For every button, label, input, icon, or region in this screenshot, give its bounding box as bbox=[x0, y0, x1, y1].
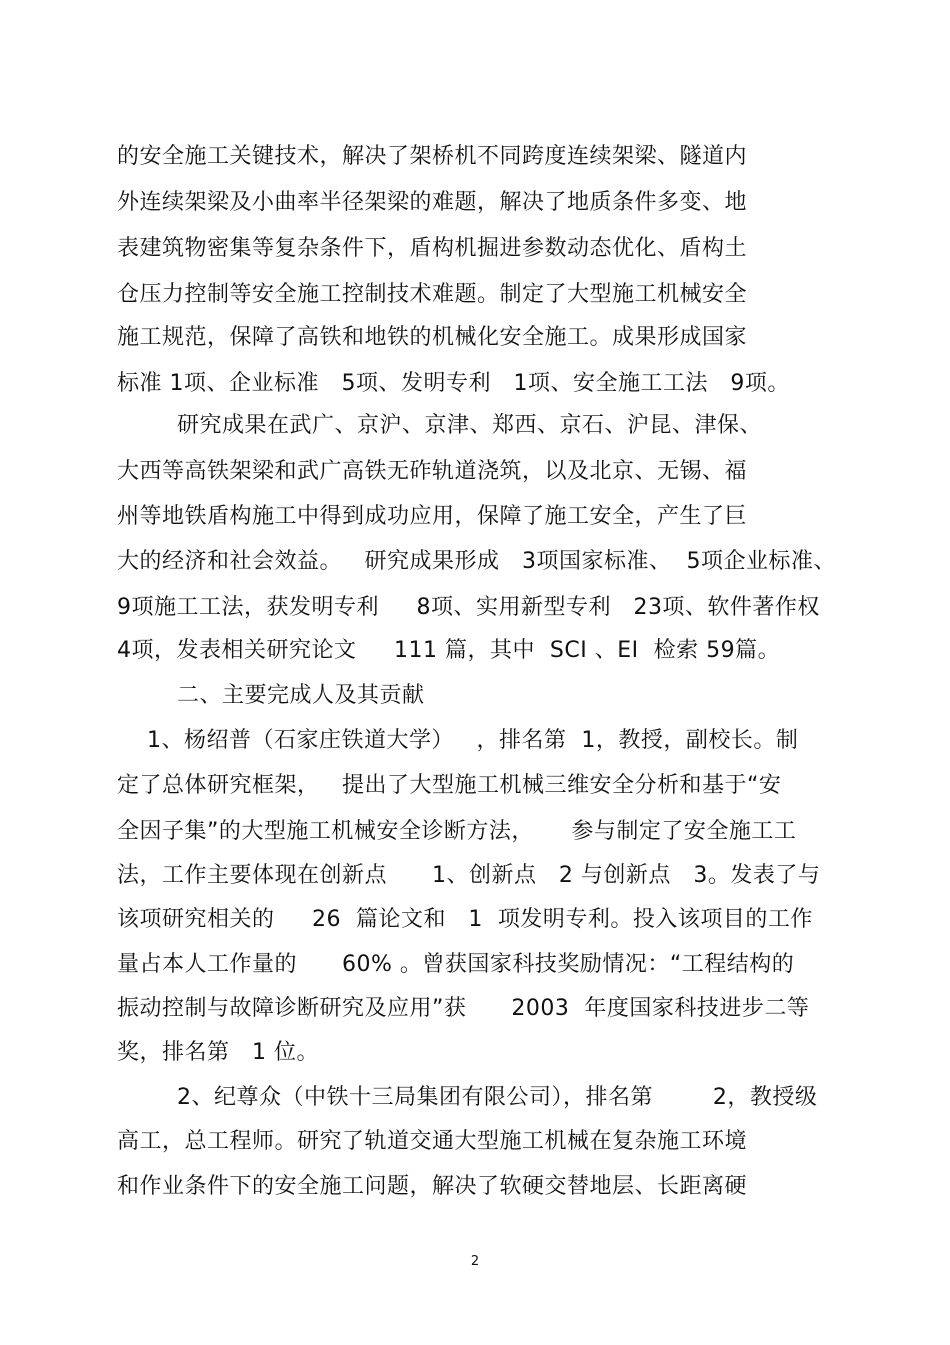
text-line: 施工规范，保障了高铁和地铁的机械化安全施工。成果形成国家 bbox=[117, 325, 748, 350]
text-line: 定了总体研究框架， 提出了大型施工机械三维安全分析和基于“安 bbox=[117, 773, 782, 798]
text-line: 大西等高铁架梁和武广高铁无砟轨道浇筑，以及北京、无锡、福 bbox=[117, 459, 748, 484]
text-line: 表建筑物密集等复杂条件下，盾构机掘进参数动态优化、盾构土 bbox=[117, 236, 748, 261]
text-line: 振动控制与故障诊断研究及应用”获 2003 年度国家科技进步二等 bbox=[117, 996, 810, 1021]
text-line: 州等地铁盾构施工中得到成功应用，保障了施工安全，产生了巨 bbox=[117, 504, 748, 529]
text-line: 全因子集”的大型施工机械安全诊断方法， 参与制定了安全施工工 bbox=[117, 819, 797, 844]
page-number: 2 bbox=[470, 1254, 480, 1269]
section-heading: 二、主要完成人及其贡献 bbox=[117, 683, 425, 708]
text-line: 标准 1项、企业标准 5项、发明专利 1项、安全施工工法 9项。 bbox=[117, 371, 790, 396]
text-line: 奖，排名第 1 位。 bbox=[117, 1040, 319, 1065]
text-line: 1、杨绍普（石家庄铁道大学） ，排名第 1，教授，副校长。制 bbox=[117, 728, 799, 753]
text-line: 该项研究相关的 26 篇论文和 1 项发明专利。投入该项目的工作 bbox=[117, 907, 813, 932]
text-line: 外连续架梁及小曲率半径架梁的难题，解决了地质条件多变、地 bbox=[117, 190, 748, 215]
text-line: 的安全施工关键技术，解决了架桥机不同跨度连续架梁、隧道内 bbox=[117, 144, 748, 169]
text-line: 仓压力控制等安全施工控制技术难题。制定了大型施工机械安全 bbox=[117, 282, 748, 307]
text-line: 量占本人工作量的 60% 。曾获国家科技奖励情况：“工程结构的 bbox=[117, 952, 795, 977]
text-line: 9项施工工法，获发明专利 8项、实用新型专利 23项、软件著作权 bbox=[117, 595, 820, 620]
text-line: 法，工作主要体现在创新点 1、创新点 2 与创新点 3。发表了与 bbox=[117, 863, 821, 888]
text-line: 2、纪尊众（中铁十三局集团有限公司），排名第 2，教授级 bbox=[117, 1085, 818, 1110]
text-line: 高工，总工程师。研究了轨道交通大型施工机械在复杂施工环境 bbox=[117, 1129, 748, 1154]
text-line: 和作业条件下的安全施工问题，解决了软硬交替地层、长距离硬 bbox=[117, 1174, 748, 1199]
text-line: 大的经济和社会效益。 研究成果形成 3项国家标准、 5项企业标准、 bbox=[117, 549, 836, 574]
text-line: 4项，发表相关研究论文 111 篇，其中 SCI 、EI 检索 59篇。 bbox=[117, 638, 781, 663]
text-line: 研究成果在武广、京沪、京津、郑西、京石、沪昆、津保、 bbox=[117, 413, 762, 438]
